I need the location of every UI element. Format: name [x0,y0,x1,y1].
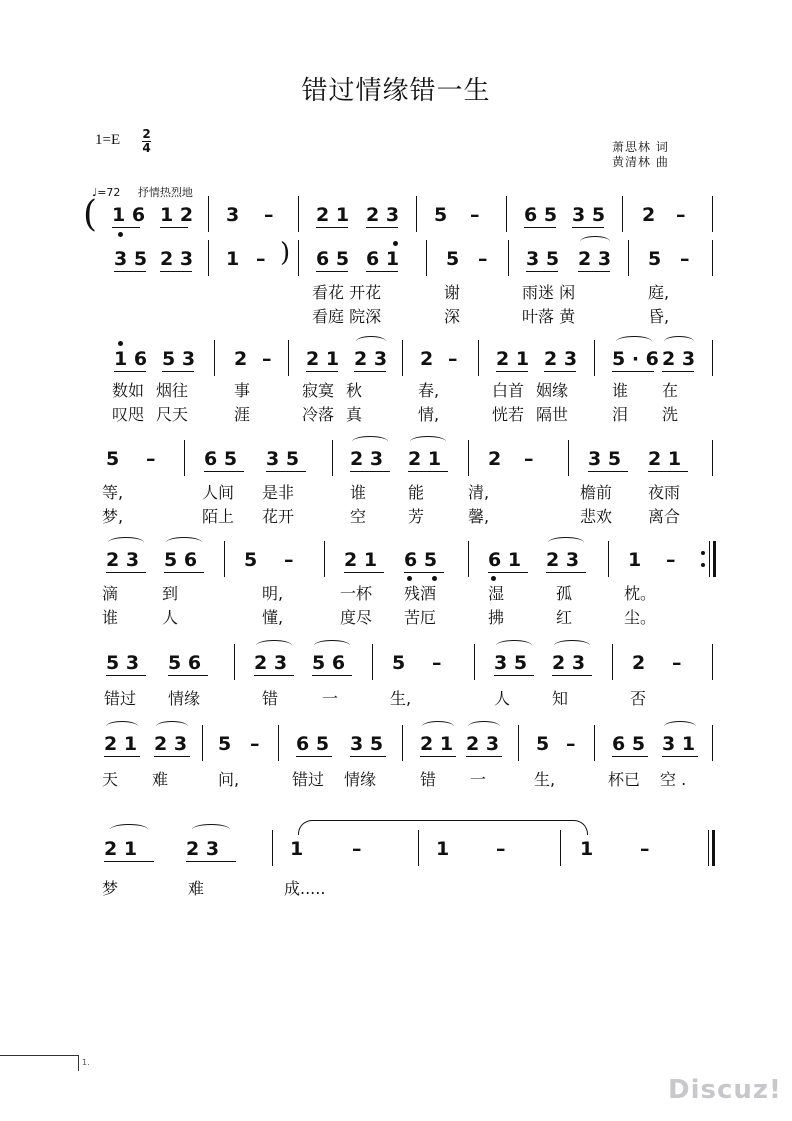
note: 1 [436,838,450,860]
repeat-close-paren: ) [280,238,291,268]
note-group: 2 1 [306,348,340,370]
note: 2 [420,348,434,370]
page-mark: 1. [82,1058,90,1067]
lyric: 杯已 [608,770,641,789]
lyric-verse1: 秋 [346,381,363,400]
note-dash: – [470,204,480,226]
lyric-verse2: 涯 [234,405,251,424]
lyric-verse1: 孤 [556,584,573,603]
lyric-verse2: 芳 [408,507,425,526]
note: 3 [226,204,240,226]
lyric-verse2: 谁 [102,608,119,627]
footer-rule [0,1055,78,1056]
lyric: 知 [552,689,569,708]
note-dash: – [676,204,686,226]
score-line-4 [0,448,792,526]
note-dash: – [672,652,682,674]
lyric: 错过 [104,689,137,708]
score-line-1 [0,194,792,244]
note-group: 6 5 [524,204,558,226]
note-group: 2 1 [420,733,454,755]
score-line-8 [0,838,792,898]
note: 1 [580,838,594,860]
lyric-verse1: 枕。 [624,584,657,603]
lyric: 一 [470,770,487,789]
lyric-verse2: 红 [556,608,573,627]
note: 1 [628,549,642,571]
note-group: 2 3 [546,549,580,571]
lyric-verse1: 湿 [488,584,505,603]
note-group: 2 3 [254,652,288,674]
note-group: 2 3 [366,204,400,226]
lyric-verse2: 空 [350,507,367,526]
note-dash: – [264,204,274,226]
composer-credit: 黄清林 曲 [612,155,669,169]
watermark: Discuz! [668,1075,782,1105]
lyric-verse1: 白首 [492,381,525,400]
lyric-verse1: 滴 [102,584,119,603]
lyric-verse2: 度尽 [340,608,373,627]
lyric: 情缘 [344,770,377,789]
note: 5 [434,204,448,226]
score-line-2 [0,238,792,326]
note-group: 2 3 [466,733,500,755]
repeat-dot [701,551,705,555]
lyric-verse1: 清, [468,483,490,502]
lyric-verse1: 等, [102,483,124,502]
note: 5 [648,248,662,270]
lyric: 生, [390,689,412,708]
note-dash: – [478,248,488,270]
note-dash: – [566,733,576,755]
lyric-verse2: 尺天 [156,405,189,424]
note-group: 2 3 [578,248,612,270]
note: 5 [244,549,258,571]
score-line-6 [0,652,792,708]
lyric-verse2: 昏, [648,307,670,326]
note: 5 [536,733,550,755]
note-group: 1 6 [112,204,146,226]
lyric-verse2: 尘。 [624,608,657,627]
note: 2 [234,348,248,370]
lyric-verse2: 离合 [648,507,681,526]
note: 5 [446,248,460,270]
lyric-verse1: 明, [262,584,284,603]
lyric-verse1: 能 [408,483,425,502]
lyric: 情缘 [168,689,201,708]
note-group: 5 6 [164,549,198,571]
note-group: 3 5 [526,248,560,270]
repeat-open-paren: ( [83,194,98,235]
lyric-verse1: 数如 [112,381,145,400]
lyric-verse1: 夜雨 [648,483,681,502]
note-group: 2 3 [662,348,696,370]
note: 1 [226,248,240,270]
lyric-verse1: 春, [418,381,440,400]
lyric-verse1: 谁 [612,381,629,400]
note: 5 [106,448,120,470]
lyric-verse2: 洗 [662,405,679,424]
lyric-verse1: 事 [234,381,251,400]
lyric: 否 [630,689,647,708]
note-dash: – [146,448,156,470]
lyric-verse2: 馨, [468,507,490,526]
lyric-verse1: 谁 [350,483,367,502]
lyric-verse2: 深 [444,307,461,326]
note-group: 2 3 [350,448,384,470]
note-group: 3 5 [350,733,384,755]
note-group: 6 1 [488,549,522,571]
note-dash: – [666,549,676,571]
note: 2 [488,448,502,470]
lyric-verse2: 苦厄 [404,608,437,627]
score-line-5 [0,549,792,627]
lyric-verse2: 情, [418,405,440,424]
lyric-verse1: 看花 开花 [312,283,382,302]
repeat-dot [701,563,705,567]
lyric-verse2: 冷落 [302,405,335,424]
note-group: 2 1 [408,448,442,470]
lyric-verse2: 真 [346,405,363,424]
note-dash: – [256,248,266,270]
score-line-7 [0,733,792,789]
note-group: 5 6 [168,652,202,674]
note-dash: – [640,838,650,860]
lyric-verse1: 人间 [202,483,235,502]
note-group: 5 6 [312,652,346,674]
lyric: 错 [262,689,279,708]
note-group: 2 1 [648,448,682,470]
lyric-verse2: 人 [162,608,179,627]
repeat-end-barline-thick [713,541,716,577]
note-group: 3 1 [662,733,696,755]
lyric-verse2: 看庭 院深 [312,307,382,326]
note-group: 6 1 [366,248,400,270]
note-group: 5 · 6 [612,348,659,370]
lyric-verse2: 隔世 [536,405,569,424]
lyric: 天 [102,770,119,789]
time-signature: 2 4 [142,127,151,155]
final-barline [708,830,709,866]
note-group: 3 5 [266,448,300,470]
note-group: 6 5 [316,248,350,270]
lyric-verse2: 悲欢 [580,507,613,526]
note-group: 6 5 [612,733,646,755]
note-group: 1 2 [160,204,194,226]
note-dash: – [250,733,260,755]
note-group: 6 5 [404,549,438,571]
lyric: 空 . [660,770,687,789]
lyric-verse2: 梦, [102,507,124,526]
note-group: 1 6 [114,348,148,370]
note-group: 2 3 [154,733,188,755]
note-dash: – [262,348,272,370]
lyric-verse1: 烟往 [156,381,189,400]
note-dash: – [432,652,442,674]
note: 5 [218,733,232,755]
lyric-verse1: 残酒 [404,584,437,603]
lyric-verse2: 恍若 [492,405,525,424]
lyric-verse2: 叶落 黄 [522,307,576,326]
note-group: 2 1 [344,549,378,571]
lyric: 梦 [102,879,119,898]
repeat-end-barline [709,541,710,577]
final-barline-thick [712,830,715,866]
score-line-3 [0,348,792,424]
lyric-verse1: 雨迷 闲 [522,283,576,302]
lyric-verse1: 庭, [648,283,670,302]
note-group: 2 3 [354,348,388,370]
lyric-verse2: 陌上 [202,507,235,526]
note-dash: – [448,348,458,370]
note: 2 [632,652,646,674]
footer-rule-tick [78,1055,79,1071]
lyric-verse2: 叹咫 [112,405,145,424]
note-group: 3 5 [588,448,622,470]
tie-slur [298,820,588,835]
lyric-verse2: 花开 [262,507,295,526]
note-group: 2 1 [104,733,138,755]
song-title: 错过情缘错一生 [301,76,491,106]
lyric: 一 [322,689,339,708]
lyric-verse1: 寂寞 [302,381,335,400]
note-group: 5 3 [162,348,196,370]
note-group: 2 3 [552,652,586,674]
note-dash: – [524,448,534,470]
note: 2 [642,204,656,226]
note-group: 3 5 [572,204,606,226]
note-group: 2 3 [544,348,578,370]
lyric: 错过 [292,770,325,789]
lyric-verse2: 懂, [262,608,284,627]
note-group: 3 5 [114,248,148,270]
lyric: 生, [534,770,556,789]
lyric: 问, [218,770,240,789]
expression-marking: 抒情热烈地 [137,186,193,199]
lyric: 难 [152,770,169,789]
note-group: 2 3 [186,838,220,860]
note-group: 5 3 [106,652,140,674]
note-dash: – [496,838,506,860]
lyric-verse1: 在 [662,381,679,400]
note-group: 2 3 [106,549,140,571]
lyric: 成..... [284,879,326,898]
note-group: 6 5 [204,448,238,470]
note-dash: – [284,549,294,571]
tempo-value: ♩=72 [92,186,121,199]
lyricist-credit: 萧思林 词 [612,140,669,154]
lyric-verse2: 泪 [612,405,629,424]
note-dash: – [680,248,690,270]
lyric-verse1: 姻缘 [536,381,569,400]
lyric-verse1: 一杯 [340,584,373,603]
lyric-verse1: 檐前 [580,483,613,502]
lyric-verse2: 拂 [488,608,505,627]
note-group: 3 5 [494,652,528,674]
note-group: 6 5 [296,733,330,755]
note-group: 2 3 [160,248,194,270]
note-dash: – [352,838,362,860]
lyric: 人 [494,689,511,708]
lyric-verse1: 谢 [444,283,461,302]
lyric-verse1: 到 [162,584,179,603]
lyric: 难 [188,879,205,898]
lyric: 错 [420,770,437,789]
note-group: 2 1 [316,204,350,226]
lyric-verse1: 是非 [262,483,295,502]
note: 1 [290,838,304,860]
note-group: 2 1 [496,348,530,370]
key-signature: 1=E [95,132,121,148]
note: 5 [392,652,406,674]
note-group: 2 1 [104,838,138,860]
